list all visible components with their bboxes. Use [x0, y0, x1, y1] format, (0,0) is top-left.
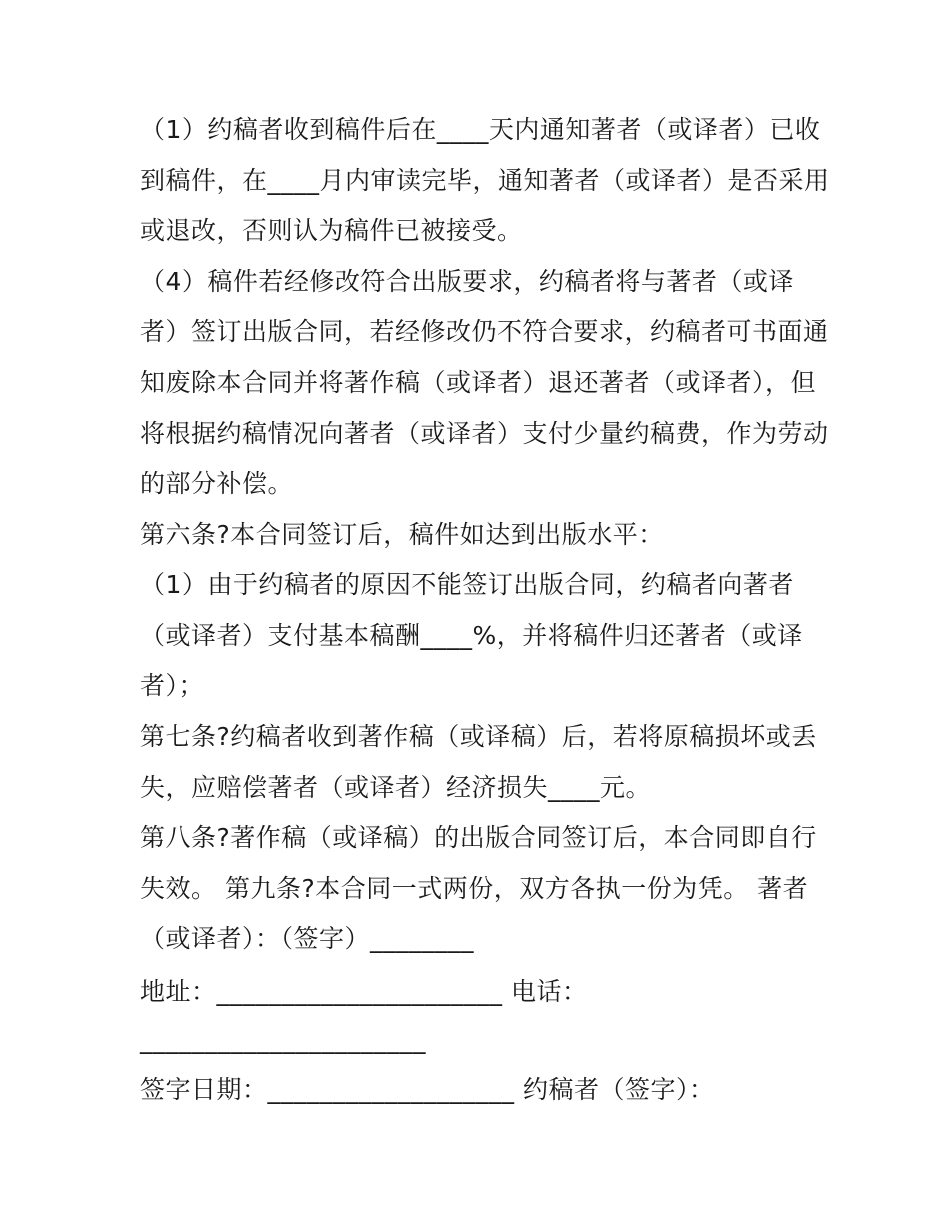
text-line: （或译者）支付基本稿酬____%，并将稿件归还著者（或译: [140, 621, 803, 650]
text-line: 或退改，否则认为稿件已被接受。: [140, 216, 523, 245]
article-seven-heading: 第七条?约稿者收到著作稿（或译稿）后，若将原稿损坏或丢: [140, 722, 817, 751]
address-phone-line: 地址：______________________ 电话：: [140, 977, 588, 1006]
text-line: 者）签订出版合同，若经修改仍不符合要求，约稿者可书面通: [140, 317, 829, 346]
text-line: （1）由于约稿者的原因不能签订出版合同，约稿者向著者: [140, 570, 794, 599]
sign-date-line: 签字日期：___________________ 约稿者（签字）：: [140, 1075, 715, 1104]
text-line: 将根据约稿情况向著者（或译者）支付少量约稿费，作为劳动: [140, 419, 829, 448]
text-line: 的部分补偿。: [140, 469, 294, 498]
text-line: 失效。 第九条?本合同一式两份，双方各执一份为凭。 著者: [140, 874, 809, 903]
text-line: 到稿件，在____月内审读完毕，通知著者（或译者）是否采用: [140, 166, 830, 195]
phone-blank-line: ______________________: [140, 1025, 426, 1054]
article-six-heading: 第六条?本合同签订后，稿件如达到出版水平：: [140, 520, 664, 549]
text-line: 失，应赔偿著者（或译者）经济损失____元。: [140, 773, 652, 802]
text-line: 者）；: [140, 671, 205, 700]
article-eight-heading: 第八条?著作稿（或译稿）的出版合同签订后，本合同即自行: [140, 823, 817, 852]
text-line: （1）约稿者收到稿件后在____天内通知著者（或译者）已收: [140, 115, 821, 144]
author-signature-line: （或译者）：（签字）________: [140, 924, 475, 953]
text-line: 知废除本合同并将著作稿（或译者）退还著者（或译者），但: [140, 368, 817, 397]
text-line: （4）稿件若经修改符合出版要求，约稿者将与著者（或译: [140, 267, 794, 296]
